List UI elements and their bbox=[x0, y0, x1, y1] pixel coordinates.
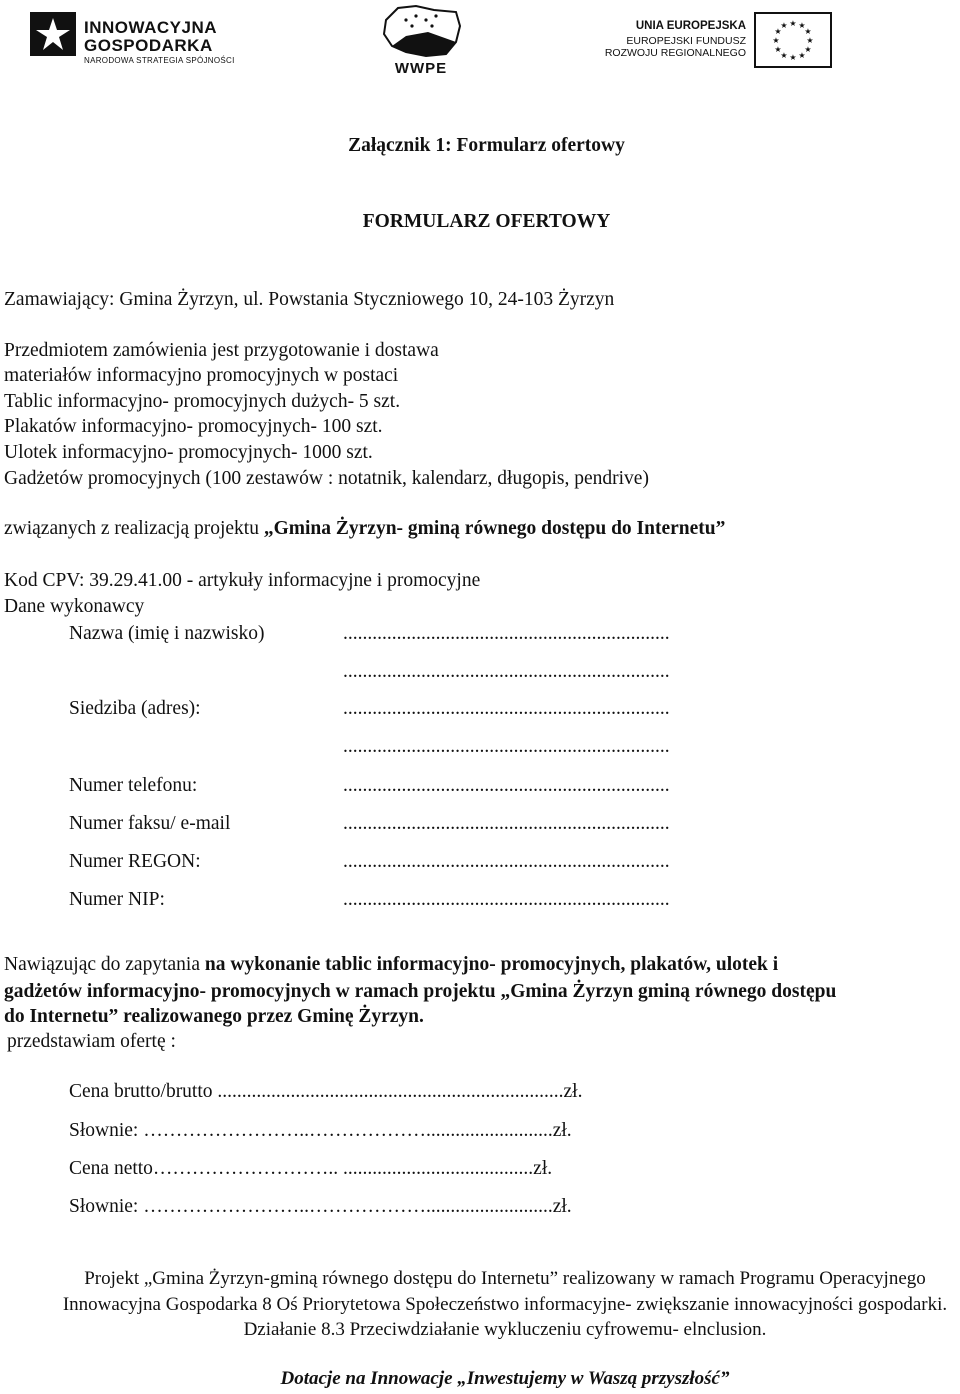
reference-bold-1: na wykonanie tablic informacyjno- promocyjnych, plakatów, ulotek i bbox=[204, 954, 779, 975]
field-label-nip: Numer NIP: bbox=[69, 889, 165, 910]
wwpe-logo bbox=[376, 2, 466, 76]
field-label-regon: Numer REGON: bbox=[69, 851, 201, 872]
field-phone-dots[interactable]: ................................................................... bbox=[343, 775, 670, 796]
form-title: FORMULARZ OFERTOWY bbox=[362, 211, 611, 232]
price-net-words[interactable]: Słownie: ……………………..………………..........................zł. bbox=[69, 1196, 572, 1217]
price-gross[interactable]: Cena brutto/brutto .......................................................................zł. bbox=[69, 1081, 583, 1102]
reference-prefix: Nawiązując do zapytania bbox=[4, 954, 205, 975]
eu-logo-line1: UNIA EUROPEJSKA bbox=[635, 20, 746, 32]
svg-text:★: ★ bbox=[789, 19, 797, 28]
reference-line-2: gadżetów informacyjno- promocyjnych w ramach projektu „Gmina Żyrzyn gminą równego dostępu bbox=[4, 981, 837, 1002]
related-project-name: „Gmina Żyrzyn- gminą równego dostępu do Internetu” bbox=[263, 518, 726, 539]
ig-logo-line2: GOSPODARKA bbox=[84, 36, 213, 55]
subject-line: Tablic informacyjno- promocyjnych dużych- 5 szt. bbox=[4, 391, 401, 412]
ig-logo-line3: NARODOWA STRATEGIA SPÓJNOŚCI bbox=[84, 56, 235, 65]
ig-logo-line1: INNOWACYJNA bbox=[84, 18, 218, 37]
field-name-dots-continued[interactable]: ................................................................... bbox=[343, 661, 670, 682]
svg-text:★: ★ bbox=[780, 51, 788, 60]
eu-logo-line2: EUROPEJSKI FUNDUSZ bbox=[626, 35, 746, 47]
poland-map-icon bbox=[376, 2, 466, 60]
svg-text:★: ★ bbox=[798, 21, 806, 30]
svg-text:★: ★ bbox=[804, 45, 812, 54]
offer-intro: przedstawiam ofertę : bbox=[7, 1031, 176, 1052]
cpv-code: Kod CPV: 39.29.41.00 - artykuły informacyjne i promocyjne bbox=[4, 570, 481, 591]
svg-text:★: ★ bbox=[806, 36, 814, 45]
svg-text:★: ★ bbox=[774, 27, 782, 36]
svg-text:★: ★ bbox=[804, 27, 812, 36]
price-net[interactable]: Cena netto……………………….. .......................................zł. bbox=[69, 1158, 553, 1179]
svg-text:★: ★ bbox=[798, 51, 806, 60]
reference-line-3: do Internetu” realizowanego przez Gminę Żyrzyn. bbox=[4, 1006, 424, 1027]
subject-line: Przedmiotem zamówienia jest przygotowanie i dostawa bbox=[4, 340, 439, 361]
attachment-title: Załącznik 1: Formularz ofertowy bbox=[348, 135, 625, 156]
wwpe-logo-text: WWPE bbox=[394, 60, 448, 77]
svg-text:★: ★ bbox=[789, 53, 797, 62]
field-name-dots[interactable]: ................................................................... bbox=[343, 623, 670, 644]
price-gross-words[interactable]: Słownie: ……………………..………………..........................zł. bbox=[69, 1120, 572, 1141]
related-prefix: związanych z realizacją projektu bbox=[4, 518, 264, 539]
subject-line: Ulotek informacyjno- promocyjnych- 1000 szt. bbox=[4, 442, 373, 463]
subject-line: materiałów informacyjno promocyjnych w postaci bbox=[4, 365, 399, 386]
ordering-party: Zamawiający: Gmina Żyrzyn, ul. Powstania Styczniowego 10, 24-103 Żyrzyn bbox=[4, 289, 615, 310]
eu-flag-icon bbox=[754, 12, 832, 68]
footer-text: Projekt „Gmina Żyrzyn-gminą równego dostępu do Internetu” realizowany w ramach Programu Operacyjnego Innowacyjna Gospodarka 8 Oś Priorytetowa Społeczeństwo informacyjne- zwiększanie innowacyjności gospodarki. Działanie 8.3 Przeciwdziałanie wykluczeniu cyfrowemu- elnclusion. bbox=[62, 1268, 948, 1340]
field-regon-dots[interactable]: ................................................................... bbox=[343, 851, 670, 872]
field-nip-dots[interactable]: ................................................................... bbox=[343, 889, 670, 910]
field-label-name: Nazwa (imię i nazwisko) bbox=[69, 623, 265, 644]
star-burst-icon bbox=[30, 12, 76, 56]
eu-logo bbox=[604, 12, 832, 70]
footer-slogan: Dotacje na Innowacje „Inwestujemy w Waszą przyszłość” bbox=[280, 1368, 730, 1389]
contractor-heading: Dane wykonawcy bbox=[4, 596, 145, 617]
field-address-dots[interactable]: ................................................................... bbox=[343, 698, 670, 719]
field-fax-email-dots[interactable]: ................................................................... bbox=[343, 813, 670, 834]
field-label-fax-email: Numer faksu/ e-mail bbox=[69, 813, 231, 834]
field-label-phone: Numer telefonu: bbox=[69, 775, 198, 796]
subject-line: Gadżetów promocyjnych (100 zestawów : notatnik, kalendarz, długopis, pendrive) bbox=[4, 468, 649, 489]
svg-text:★: ★ bbox=[780, 21, 788, 30]
subject-line: Plakatów informacyjno- promocyjnych- 100 szt. bbox=[4, 416, 383, 437]
field-label-address: Siedziba (adres): bbox=[69, 698, 201, 719]
reference-line-1 bbox=[4, 954, 778, 976]
innowacyjna-gospodarka-logo bbox=[30, 12, 235, 72]
eu-logo-line3: ROZWOJU REGIONALNEGO bbox=[604, 47, 746, 59]
related-project-line bbox=[4, 518, 725, 540]
svg-text:★: ★ bbox=[774, 45, 782, 54]
field-address-dots-continued[interactable]: ................................................................... bbox=[343, 736, 670, 757]
svg-text:★: ★ bbox=[772, 36, 780, 45]
